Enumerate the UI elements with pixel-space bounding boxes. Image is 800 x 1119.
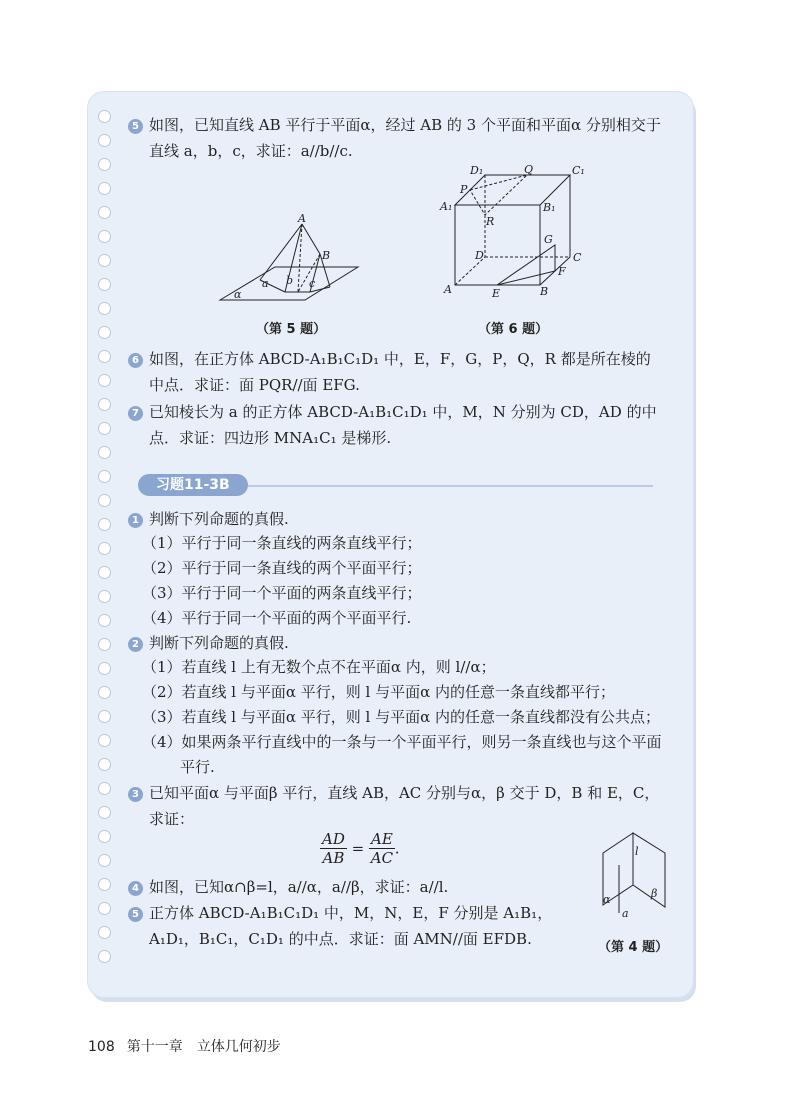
exercise-3-equation (320, 830, 400, 867)
label-A1: A₁ (440, 200, 453, 213)
problem-7-text: 已知棱长为 a 的正方体 ABCD-A₁B₁C₁D₁ 中，M，N 分别为 CD，AD 的中 (149, 403, 657, 421)
label-D1: D₁ (470, 164, 484, 177)
label-E: E (492, 287, 501, 300)
exercise-1-item: （3）平行于同一个平面的两条直线平行； (142, 584, 422, 602)
binder-hole (98, 686, 111, 699)
binder-hole (98, 206, 111, 219)
binder-hole (98, 710, 111, 723)
binder-hole (98, 734, 111, 747)
exercise-4-line1 (128, 876, 448, 898)
exercise-1-title (128, 508, 289, 530)
binder-hole (98, 422, 111, 435)
label-R: R (486, 215, 495, 228)
label-Q: Q (524, 163, 534, 176)
problem-number-6: 6 (128, 353, 143, 368)
page-footer (88, 1036, 281, 1056)
exercise-5-line2: A₁D₁，B₁C₁，C₁D₁ 的中点．求证：面 AMN//面 EFDB. (149, 930, 532, 948)
exercise-2-title (128, 632, 289, 654)
exercise-3-text: 已知平面α 与平面β 平行，直线 AB，AC 分别与α，β 交于 D，B 和 E，C， (149, 784, 660, 802)
label-D: D (475, 249, 484, 262)
label-A: A (444, 283, 452, 296)
problem-6-text: 如图，在正方体 ABCD-A₁B₁C₁D₁ 中，E，F，G，P，Q，R 都是所在棱的 (149, 350, 651, 368)
exercise-3-line1 (128, 782, 659, 804)
fraction-ad-ab (320, 830, 347, 867)
exercise-1-item: （4）平行于同一个平面的两个平面平行. (142, 609, 412, 627)
exercise-2-item4-cont: 平行. (180, 758, 215, 776)
figure-5 (220, 212, 360, 307)
problem-7-line1 (128, 401, 657, 423)
exercise-2-item: （1）若直线 l 上有无数个点不在平面α 内，则 l//α； (142, 658, 496, 676)
equals-sign: = (351, 839, 365, 858)
binder-hole (98, 806, 111, 819)
binder-hole (98, 614, 111, 627)
exercise-2-item: （4）如果两条平行直线中的一条与一个平面平行，则另一条直线也与这个平面 (142, 733, 662, 751)
figure-6-caption: （第 6 题） (478, 322, 549, 337)
label-b: b (286, 274, 294, 287)
fraction-denominator: AC (370, 849, 394, 867)
exercise-2-item: （3）若直线 l 与平面α 平行，则 l 与平面α 内的任意一条直线都没有公共点； (142, 708, 661, 726)
binder-hole (98, 638, 111, 651)
problem-5-line1 (128, 114, 661, 136)
binder-hole (98, 590, 111, 603)
binder-hole (98, 902, 111, 915)
binder-hole (98, 782, 111, 795)
figure-6 (440, 163, 585, 305)
problem-6-line2: 中点．求证：面 PQR//面 EFG. (149, 376, 360, 394)
fraction-numerator: AE (371, 830, 393, 848)
label-l: l (635, 845, 639, 858)
section-title: 习题11-3B (138, 474, 248, 496)
exercise-2-item: （2）若直线 l 与平面α 平行，则 l 与平面α 内的任意一条直线都平行； (142, 683, 616, 701)
fraction-numerator: AD (322, 830, 345, 848)
binder-hole (98, 230, 111, 243)
problem-5-line2: 直线 a，b，c，求证：a//b//c. (149, 142, 353, 160)
binder-hole (98, 758, 111, 771)
problem-7-line2: 点．求证：四边形 MNA₁C₁ 是梯形. (149, 429, 392, 447)
exercise-number-5: 5 (128, 907, 143, 922)
binder-hole (98, 830, 111, 843)
binder-hole (98, 398, 111, 411)
binder-hole (98, 950, 111, 963)
binder-hole (98, 278, 111, 291)
exercise-1-text: 判断下列命题的真假. (149, 510, 289, 528)
binder-hole (98, 254, 111, 267)
binder-hole (98, 374, 111, 387)
label-C: C (573, 251, 582, 264)
binder-hole (98, 494, 111, 507)
section-rule (248, 485, 653, 487)
label-F: F (558, 265, 566, 278)
binder-hole (98, 662, 111, 675)
figure-4 (595, 825, 675, 925)
binder-hole (98, 878, 111, 891)
chapter-title: 第十一章 立体几何初步 (126, 1039, 281, 1055)
label-alpha-4: α (603, 893, 611, 906)
problem-5-text: 如图，已知直线 AB 平行于平面α，经过 AB 的 3 个平面和平面α 分别相交于 (149, 116, 661, 134)
binder-hole (98, 518, 111, 531)
section-header (128, 474, 653, 496)
label-alpha: α (234, 288, 242, 301)
label-a: a (262, 277, 269, 290)
binder-hole (98, 446, 111, 459)
fraction-ae-ac (369, 830, 395, 867)
problem-number-5: 5 (128, 119, 143, 134)
label-P: P (460, 183, 468, 196)
label-c: c (309, 277, 316, 290)
exercise-5-text: 正方体 ABCD-A₁B₁C₁D₁ 中，M，N，E，F 分别是 A₁B₁， (149, 904, 553, 922)
label-a-4: a (622, 907, 629, 920)
binder-hole (98, 926, 111, 939)
binder-hole (98, 854, 111, 867)
problem-6-line1 (128, 348, 651, 370)
binder-hole (98, 542, 111, 555)
binder-hole (98, 182, 111, 195)
label-beta-4: β (651, 887, 658, 900)
exercise-3-line2: 求证： (149, 810, 195, 828)
label-G: G (544, 233, 553, 246)
exercise-2-text: 判断下列命题的真假. (149, 634, 289, 652)
exercise-number-3: 3 (128, 787, 143, 802)
binder-hole (98, 302, 111, 315)
label-A: A (298, 212, 306, 225)
exercise-number-2: 2 (128, 637, 143, 652)
exercise-number-4: 4 (128, 881, 143, 896)
exercise-number-1: 1 (128, 513, 143, 528)
figure-5-caption: （第 5 题） (256, 322, 327, 337)
fraction-denominator: AB (322, 849, 345, 867)
binder-hole (98, 110, 111, 123)
binder-hole (98, 134, 111, 147)
equation-end: . (394, 839, 400, 858)
binder-hole (98, 470, 111, 483)
exercise-1-item: （2）平行于同一条直线的两个平面平行； (142, 559, 422, 577)
binder-hole (98, 158, 111, 171)
label-B1: B₁ (543, 201, 556, 214)
page-number: 108 (88, 1039, 115, 1055)
label-C1: C₁ (572, 164, 585, 177)
binder-hole (98, 326, 111, 339)
binder-hole (98, 350, 111, 363)
figure-4-caption: （第 4 题） (598, 940, 669, 955)
exercise-5-line1 (128, 902, 552, 924)
problem-number-7: 7 (128, 406, 143, 421)
exercise-1-item: （1）平行于同一条直线的两条直线平行； (142, 534, 422, 552)
binder-hole (98, 566, 111, 579)
label-B: B (322, 249, 331, 262)
label-B: B (540, 285, 549, 298)
exercise-4-text: 如图，已知α∩β=l，a//α，a//β，求证：a//l. (149, 878, 449, 896)
